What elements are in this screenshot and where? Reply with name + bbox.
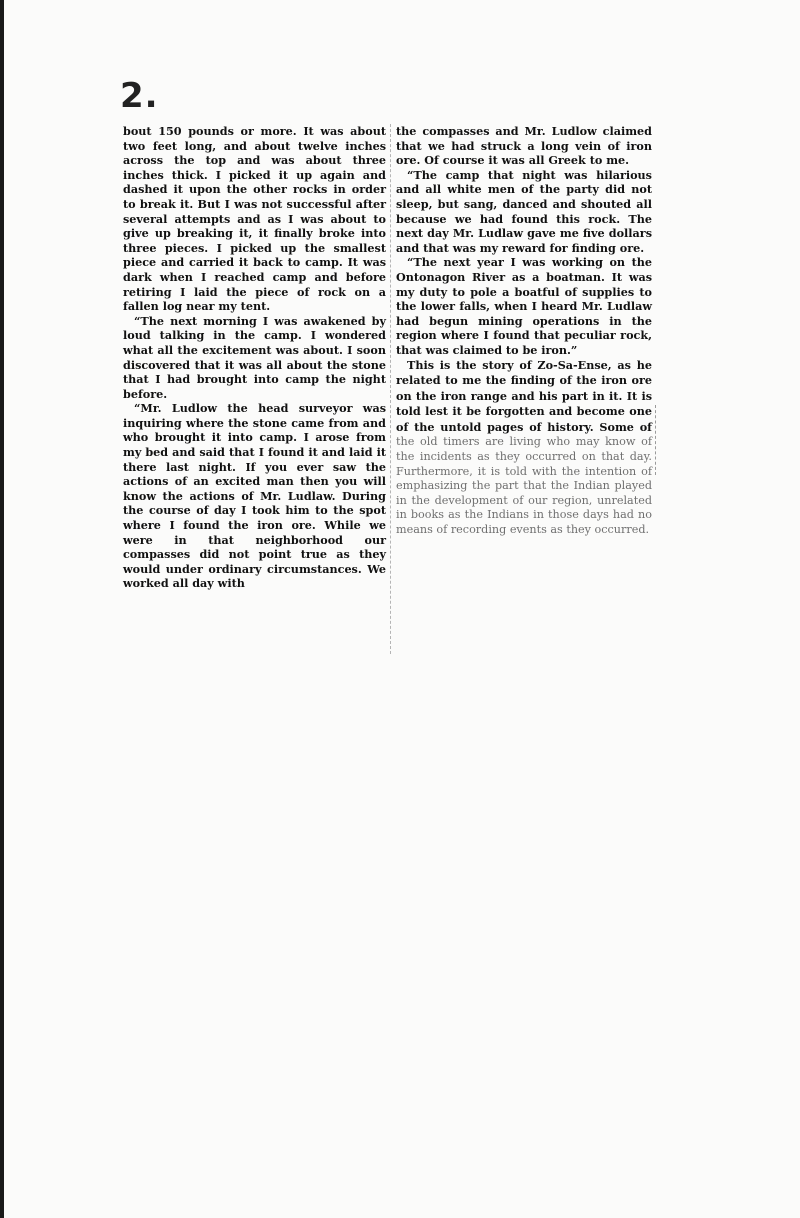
- paragraph: “The next morning I was awakened by loud talking in the camp. I wondered what all the excitement was about. I soon discovered that it was all about the stone that I had brought into camp the night before.: [123, 313, 386, 401]
- closing-text-faded: the old timers are living who may know of the incidents as they occurred on that day. Furthermore, it is told with the intention of emphasizing the part that the Indian played in the development of our region, unrelated in books as the Indians in those days had no means of recording events as they occurred.: [396, 435, 652, 537]
- closing-text-dark: This is the story of Zo-Sa-Ense, as he related to me the finding of the iron ore on the iron range and his part in it. It is told lest it be forgotten and become one of the untold pages of history. Some of: [396, 357, 652, 434]
- right-column: [396, 124, 652, 538]
- page-number: 2.: [120, 76, 159, 116]
- paragraph: “Mr. Ludlow the head surveyor was inquiring where the stone came from and who brought it into camp. I arose from my bed and said that I found it and laid it there last night. If you ever saw the actions of an excited man then you will know the actions of Mr. Ludlaw. During the course of day I took him to the spot where I found the iron ore. While we were in that neighborhood our compasses did not point true as they would under ordinary circumstances. We worked all day with: [123, 401, 386, 591]
- paragraph: bout 150 pounds or more. It was about two feet long, and about twelve inches across the top and was about three inches thick. I picked it up again and dashed it upon the other rocks in order to break it. But I was not successful after several attempts and as I was about to give up breaking it, it finally broke into three pieces. I picked up the smallest piece and carried it back to camp. It was dark when I reached camp and before retiring I laid the piece of rock on a fallen log near my tent.: [123, 124, 386, 314]
- paragraph: “The next year I was working on the Ontonagon River as a boatman. It was my duty to pole a boatful of supplies to the lower falls, when I heard Mr. Ludlaw had begun mining operations in the region where I found that peculiar rock, that was claimed to be iron.”: [396, 255, 652, 357]
- column-edge-marks: [655, 405, 657, 475]
- column-divider: [390, 124, 392, 654]
- left-column: [123, 124, 386, 591]
- closing-paragraph: [396, 358, 652, 538]
- paragraph: the compasses and Mr. Ludlow claimed that we had struck a long vein of iron ore. Of course it was all Greek to me.: [396, 124, 652, 168]
- paragraph: “The camp that night was hilarious and all white men of the party did not sleep, but sang, danced and shouted all because we had found this rock. The next day Mr. Ludlaw gave me five dollars and that was my reward for finding ore.: [396, 167, 652, 255]
- scan-edge: [0, 0, 4, 1218]
